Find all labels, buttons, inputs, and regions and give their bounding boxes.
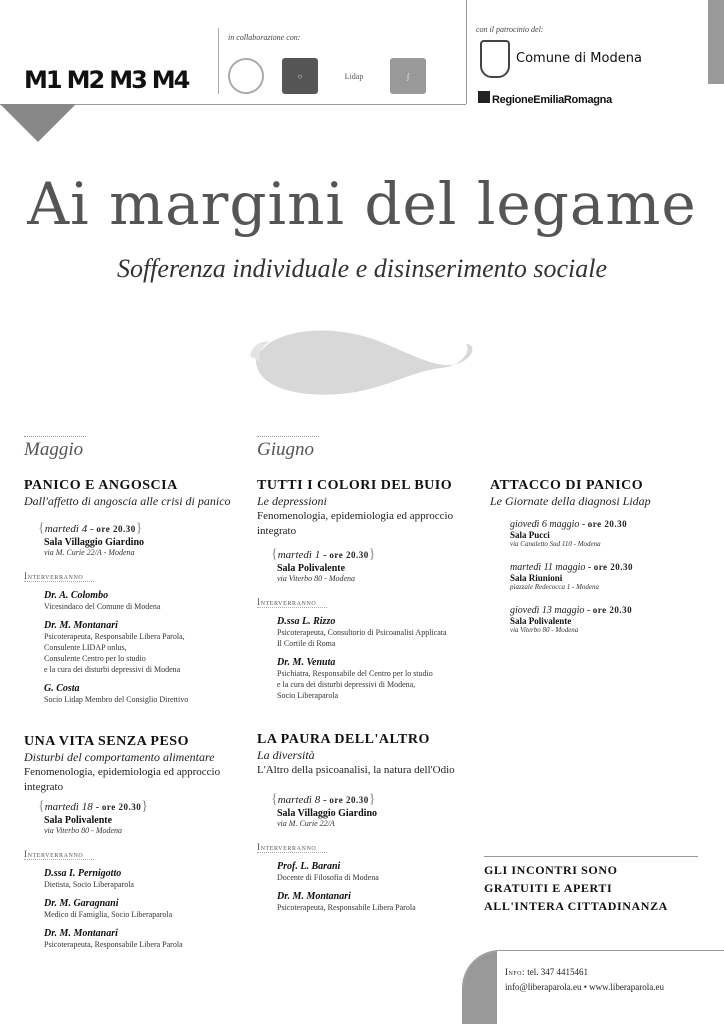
collab-divider: [218, 28, 219, 94]
event-time: ore 20.30: [593, 562, 634, 572]
event-date-text: martedì 1 -: [277, 549, 327, 561]
event-date-text: giovedì 6 maggio -: [510, 519, 586, 530]
crest-icon: [480, 40, 510, 78]
month-giugno: Giugno: [257, 436, 319, 461]
interverranno-label: Interverranno: [24, 571, 94, 582]
event-time: ore 20.30: [587, 519, 628, 529]
venue-name: Sala Pucci: [510, 530, 550, 540]
collab-label: in collaborazione con:: [228, 33, 301, 42]
section-description: Fenomenologia, epidemiologia ed approccio integrato: [24, 766, 221, 793]
section-description: L'Altro della psicoanalisi, la natura dell'Odio: [257, 764, 455, 776]
speaker-role: Dietista, Socio Liberaparola: [44, 880, 134, 889]
speaker-role: Psicoterapeuta, Consultorio di Psicoanalisi Applicata Il Cortile di Roma: [277, 628, 447, 648]
venue-address: via Viterbo 80 - Modena: [277, 574, 356, 583]
speaker-name: Dr. M. Garagnani: [44, 898, 119, 909]
speaker-role: Psicoterapeuta, Responsabile Libera Parola: [44, 940, 183, 949]
partner-logos: [228, 58, 426, 94]
interverranno-label: Interverranno: [257, 597, 327, 608]
speaker-role: Vicesindaco del Comune di Modena: [44, 602, 161, 611]
event-date-text: martedì 18 -: [44, 801, 100, 813]
paura-altro-section: [257, 732, 477, 913]
venue-name: Sala Villaggio Giardino: [44, 537, 145, 548]
event-time: ore 20.30: [96, 524, 136, 534]
event-date: {martedì 4 - ore 20.30}: [38, 521, 143, 536]
event-time: ore 20.30: [329, 550, 369, 560]
venue-name: Sala Riunioni: [510, 573, 563, 583]
m2-logo: M2: [66, 66, 104, 94]
section-subtitle: Le Giornate della diagnosi Lidap: [490, 494, 651, 508]
event-date: {martedì 1 - ore 20.30}: [271, 547, 376, 562]
speaker: [44, 590, 244, 612]
event-date: [510, 519, 710, 530]
speaker-role: Medico di Famiglia, Socio Liberaparola: [44, 910, 173, 919]
regione-name: RegioneEmiliaRomagna: [492, 94, 612, 106]
section-title: UNA VITA SENZA PESO: [24, 734, 189, 749]
venue-name: Sala Polivalente: [510, 616, 572, 626]
event-date: {martedì 18 - ore 20.30}: [38, 799, 148, 814]
vita-senza-peso-section: [24, 734, 244, 950]
section-subtitle: Le depressioni: [257, 494, 327, 508]
speaker: [44, 928, 244, 950]
event-day: [510, 519, 710, 548]
event-date-text: giovedì 13 maggio -: [510, 605, 591, 616]
speaker-name: Dr. M. Montanari: [277, 891, 351, 902]
info-phone: tel. 347 4415461: [527, 967, 589, 977]
speaker-name: G. Costa: [44, 683, 80, 694]
speaker-role: Psicoterapeuta, Responsabile Libera Parola: [277, 903, 416, 912]
interverranno-label: Interverranno: [257, 842, 327, 853]
speaker-role: Psichiatra, Responsabile del Centro per lo studio e la cura dei disturbi depressivi di Modena, Socio Liberaparola: [277, 669, 433, 700]
m1-logo: M1: [24, 66, 61, 94]
section-subtitle: La diversità: [257, 748, 315, 762]
free-line: GRATUITI E APERTI: [484, 881, 613, 895]
speaker-name: Dr. A. Colombo: [44, 590, 109, 601]
venue-name: Sala Villaggio Giardino: [277, 808, 378, 819]
section-description: Fenomenologia, epidemiologia ed approccio integrato: [257, 510, 454, 537]
corner-block: [708, 0, 724, 84]
subtitle: Sofferenza individuale e disinserimento sociale: [116, 254, 608, 283]
lidap-logo: [336, 58, 372, 94]
event-date-text: martedì 8 -: [277, 794, 327, 806]
patrocinio-label: con il patrocinio del:: [476, 25, 544, 34]
info-text: [505, 965, 664, 995]
interverranno-label: Interverranno: [24, 849, 94, 860]
speaker: [44, 898, 244, 920]
event-date-text: martedì 11 maggio -: [510, 562, 592, 573]
free-line: GLI INCONTRI SONO: [484, 863, 618, 877]
event-day: [510, 562, 710, 591]
event-time: ore 20.30: [329, 795, 369, 805]
panico-angoscia-section: [24, 478, 244, 705]
lidap-logo-text: Lidap: [344, 71, 364, 81]
m4-logo: M4: [151, 66, 189, 94]
colori-buio-section: [257, 478, 477, 701]
speaker-name: Prof. L. Barani: [277, 861, 341, 872]
event-date: {martedì 8 - ore 20.30}: [271, 792, 376, 807]
speaker-name: Dr. M. Venuta: [277, 657, 336, 668]
partner-logo-4: ∫: [390, 58, 426, 94]
venue-address: piazzale Redecocca 1 - Modena: [510, 583, 600, 591]
section-title: TUTTI I COLORI DEL BUIO: [257, 478, 453, 493]
speaker-name: D.ssa I. Pernigotto: [44, 868, 122, 879]
speaker-name: D.ssa L. Rizzo: [277, 616, 336, 627]
venue-address: via Viterbo 80 - Modena: [510, 626, 579, 634]
venue-address: via Viterbo 80 - Modena: [44, 826, 123, 835]
m-logos: [24, 66, 188, 94]
section-title: PANICO E ANGOSCIA: [24, 478, 178, 493]
venue-address: via Canaletto Sud 110 - Modena: [510, 540, 601, 548]
section-title: ATTACCO DI PANICO: [490, 478, 644, 493]
info-contacts[interactable]: info@liberaparola.eu • www.liberaparola.eu: [505, 982, 665, 992]
section-title: LA PAURA DELL'ALTRO: [257, 732, 430, 747]
event-time: ore 20.30: [592, 605, 633, 615]
comune-name: Comune di Modena: [516, 51, 642, 66]
speaker-role: Psicoterapeuta, Responsabile Libera Parola, Consulente LIDAP onlus, Consulente Centro per lo studio e la cura dei disturbi depressivi di Modena: [44, 632, 185, 674]
event-day: [510, 605, 710, 634]
speaker: [44, 683, 244, 705]
venue-address: via M. Curie 22/A - Modena: [44, 548, 135, 557]
main-title: Ai margini del legame: [27, 170, 697, 238]
speaker: [277, 861, 477, 883]
speaker-role: Docente di Filosofia di Modena: [277, 873, 379, 882]
partner-logo-2: ○: [282, 58, 318, 94]
seal-logo: [228, 58, 264, 94]
free-entry-notice: [484, 856, 698, 915]
speaker-name: Dr. M. Montanari: [44, 928, 118, 939]
month-maggio: Maggio: [24, 436, 86, 461]
speaker: [277, 616, 477, 649]
venue-address: via M. Curie 22/A: [277, 819, 335, 828]
info-accent: [463, 951, 497, 1024]
triangle-ornament: [0, 104, 76, 142]
free-line: ALL'INTERA CITTADINANZA: [484, 899, 668, 913]
speaker: [277, 657, 477, 701]
event-time: ore 20.30: [101, 802, 142, 812]
speaker-name: Dr. M. Montanari: [44, 620, 118, 631]
venue-name: Sala Polivalente: [44, 815, 113, 826]
speaker: [44, 868, 244, 890]
speaker: [44, 620, 244, 675]
info-label: Info:: [505, 967, 526, 977]
section-subtitle: Disturbi del comportamento alimentare: [24, 750, 215, 764]
swirl-ornament: [246, 322, 478, 402]
event-date-text: martedì 4 -: [44, 523, 94, 535]
m3-logo: M3: [109, 66, 146, 94]
info-box: [462, 950, 724, 1024]
section-subtitle: Dall'affetto di angoscia alle crisi di panico: [24, 494, 231, 508]
event-date: [510, 562, 710, 573]
event-date: [510, 605, 710, 616]
speaker-role: Socio Lidap Membro del Consiglio Direttivo: [44, 695, 189, 704]
speaker: [277, 891, 477, 913]
venue-name: Sala Polivalente: [277, 563, 346, 574]
attacco-panico-section: [490, 478, 710, 634]
header-divider: [466, 0, 467, 104]
